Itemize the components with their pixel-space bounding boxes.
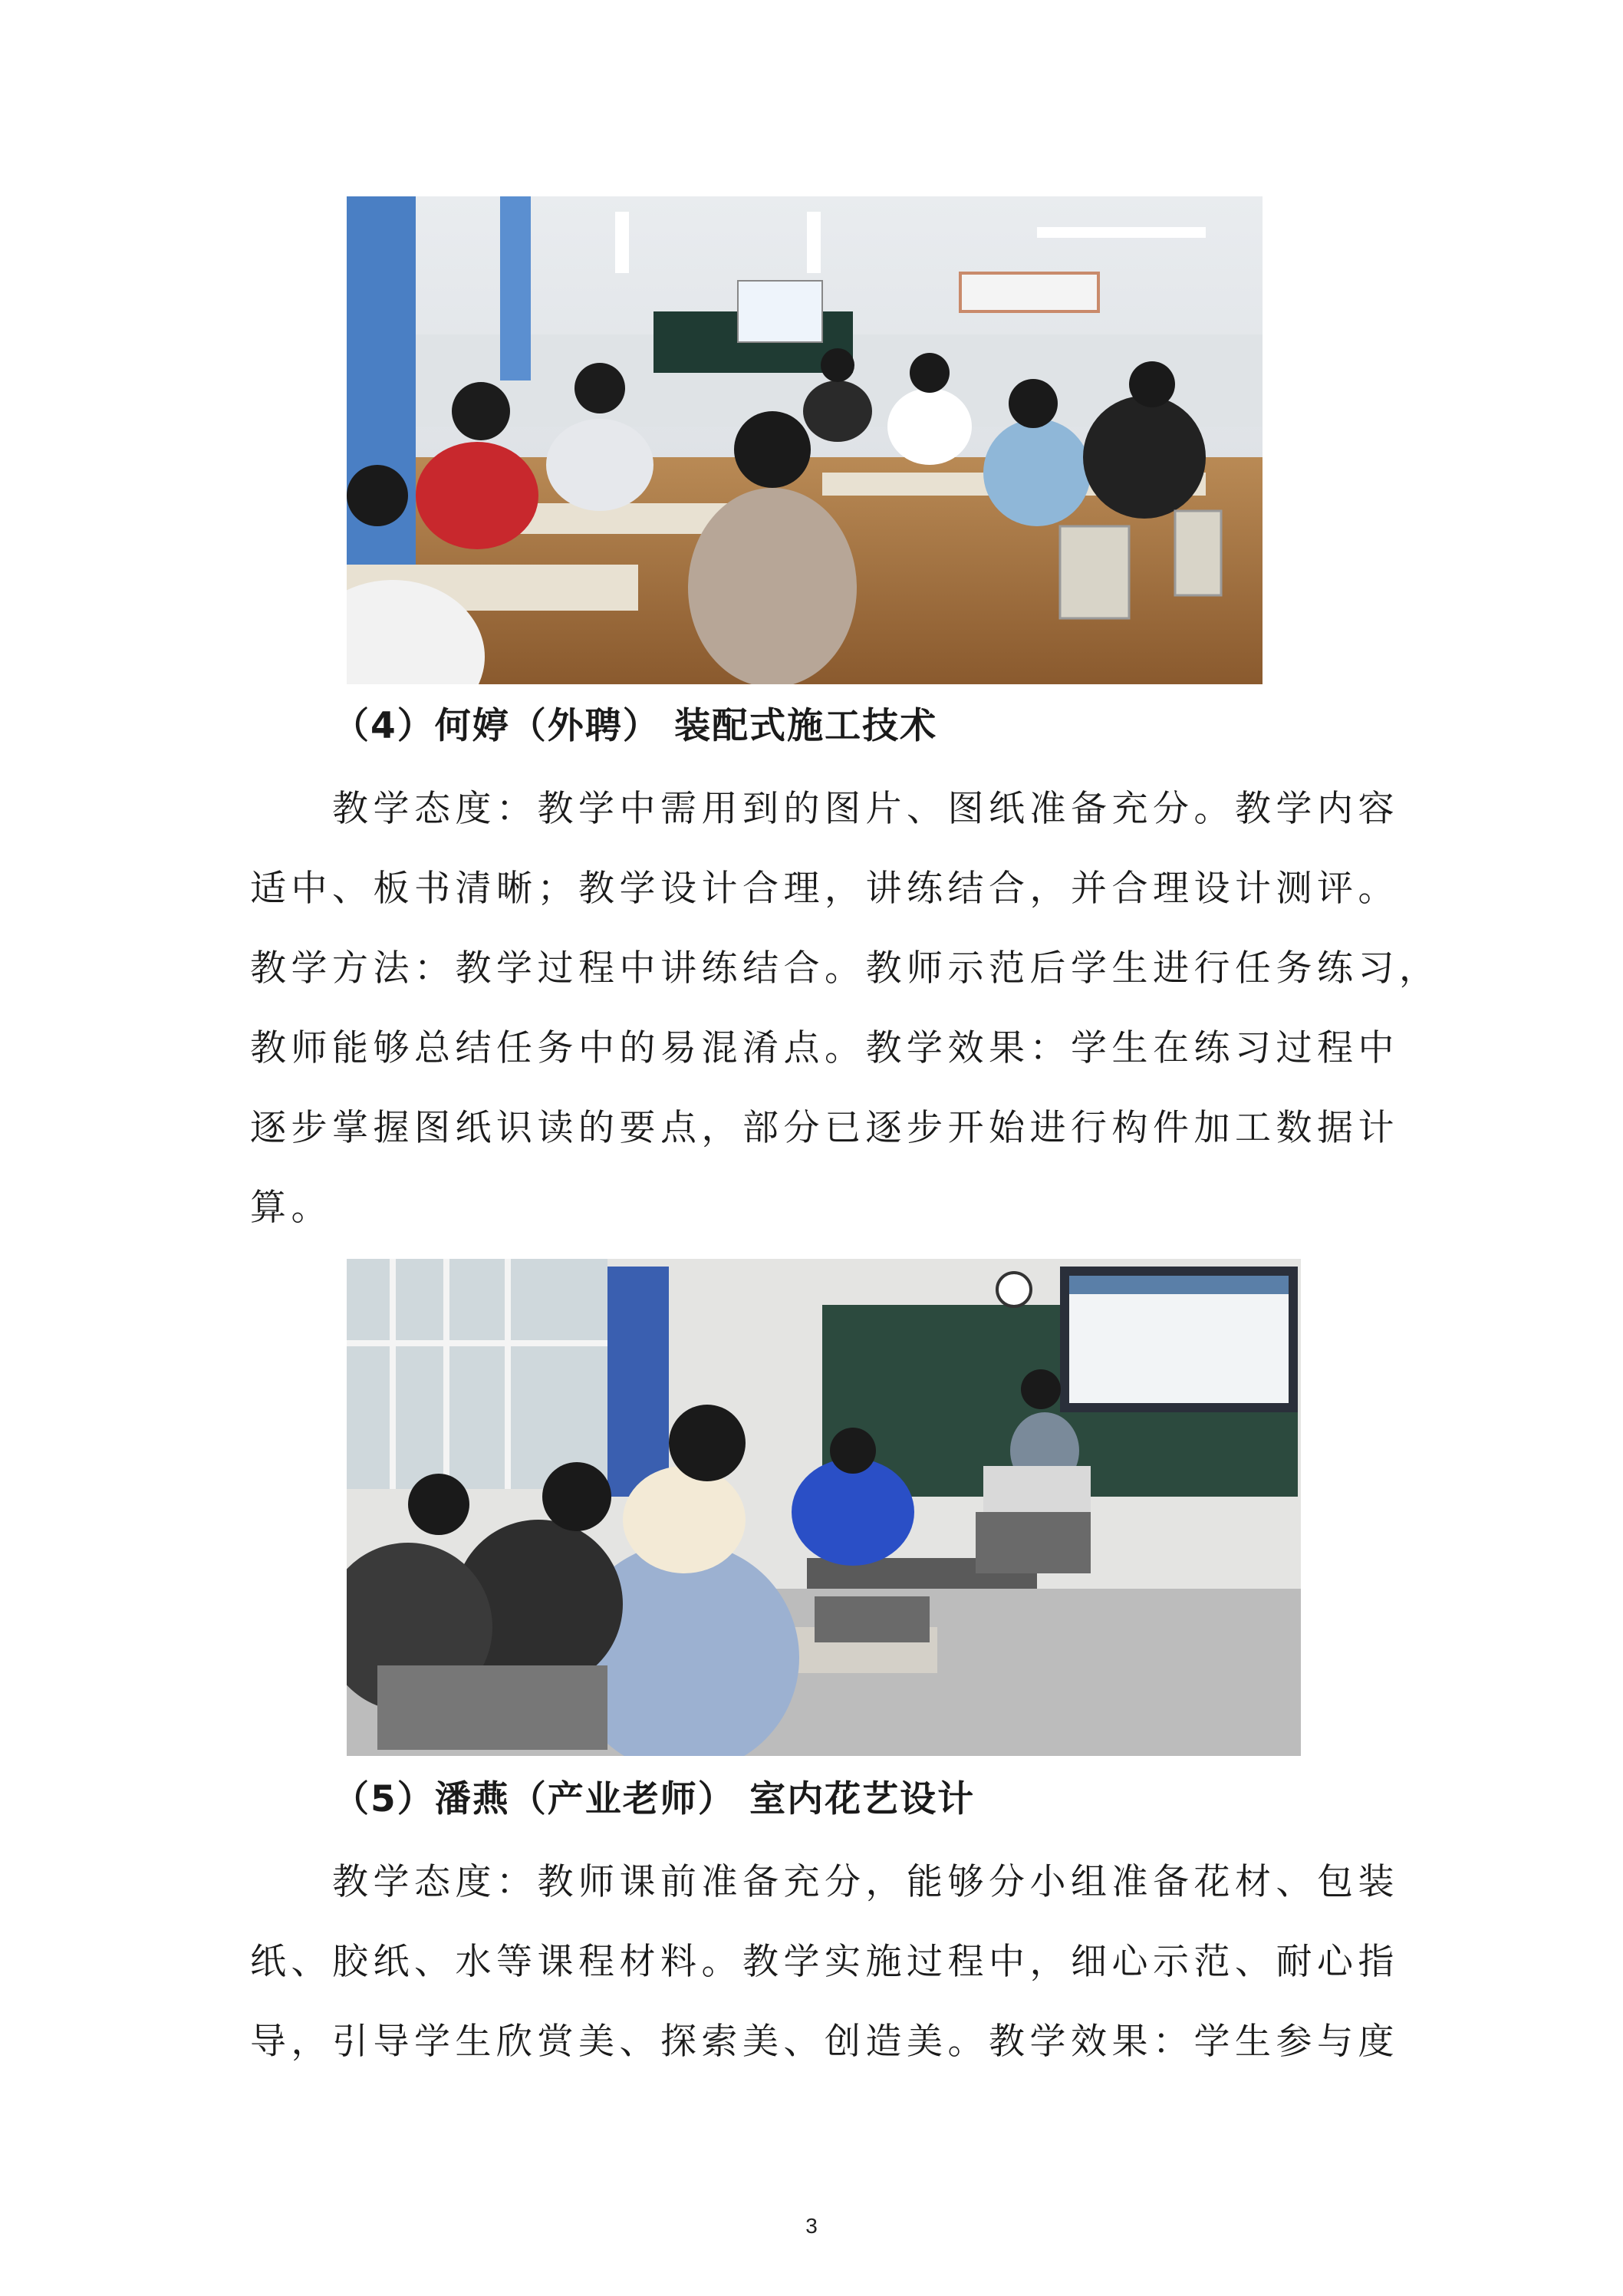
paragraph-line: 纸、胶纸、水等课程材料。教学实施过程中，细心示范、耐心指: [250, 1941, 1399, 1983]
page-number: 3: [805, 2214, 818, 2238]
section-heading: （4）何婷（外聘） 装配式施工技术: [333, 705, 938, 747]
paragraph-line: 教学态度：教学中需用到的图片、图纸准备充分。教学内容: [250, 788, 1399, 830]
paragraph-line: 适中、板书清晰；教学设计合理，讲练结合，并合理设计测评。: [250, 868, 1399, 910]
classroom-photo-1: [347, 196, 1263, 684]
section-paragraph: [250, 1843, 1401, 2082]
section-heading: （5）潘燕（产业老师） 室内花艺设计: [333, 1778, 976, 1820]
paragraph-line: 算。: [250, 1187, 332, 1229]
paragraph-line: 逐步掌握图纸识读的要点，部分已逐步开始进行构件加工数据计: [250, 1107, 1399, 1149]
paragraph-line: 教学方法：教学过程中讲练结合。教师示范后学生进行任务练习，: [250, 947, 1440, 990]
paragraph-line: 导，引导学生欣赏美、探索美、创造美。教学效果：学生参与度: [250, 2021, 1399, 2063]
paragraph-line: 教学态度：教师课前准备充分，能够分小组准备花材、包装: [250, 1861, 1399, 1903]
classroom-photo-1-image: [347, 196, 1263, 684]
classroom-photo-2-image: [347, 1259, 1301, 1756]
paragraph-line: 教师能够总结任务中的易混淆点。教学效果：学生在练习过程中: [250, 1027, 1399, 1069]
classroom-photo-2: [347, 1259, 1301, 1756]
section-paragraph: [250, 769, 1440, 1248]
